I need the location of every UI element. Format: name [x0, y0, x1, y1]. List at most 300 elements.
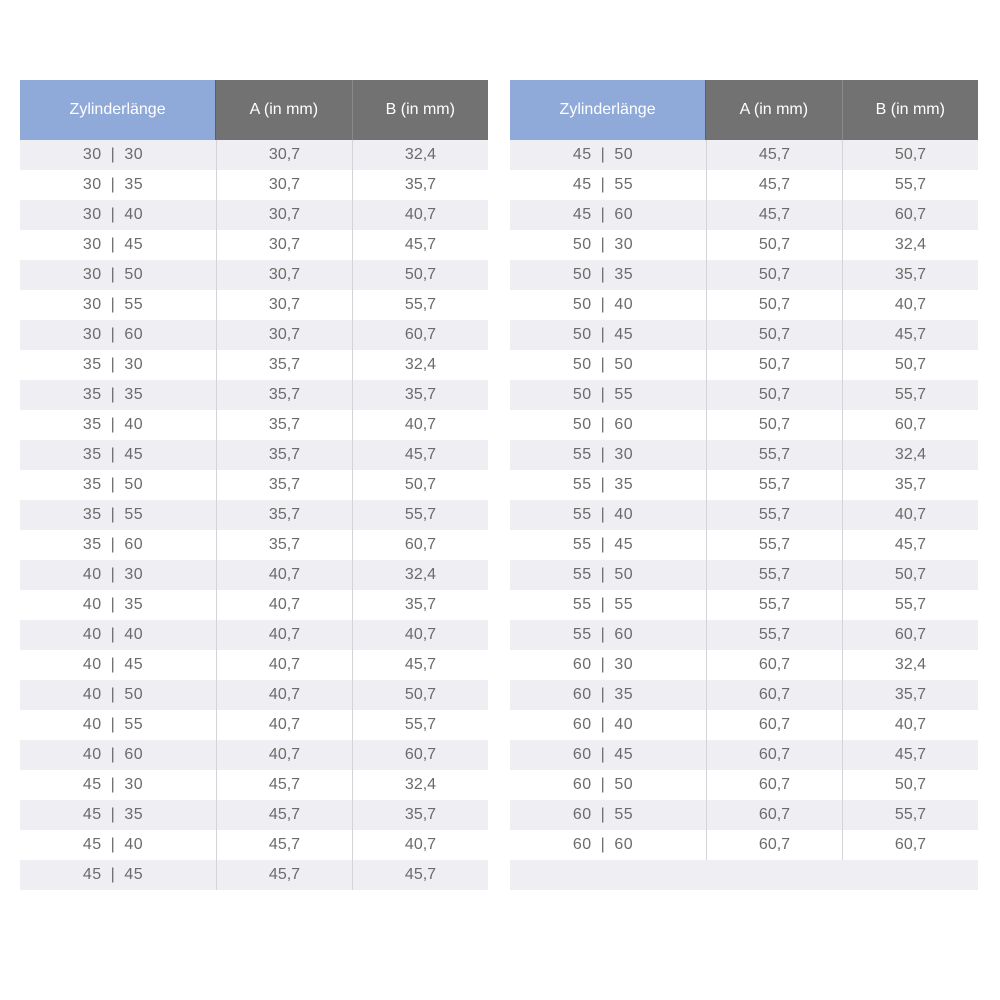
cell-a: 40,7	[216, 590, 352, 620]
table-header	[20, 80, 488, 140]
zylinderlaenge-value	[573, 356, 633, 374]
length-2: 35	[124, 806, 144, 823]
cell-a: 55,7	[706, 590, 842, 620]
table-row	[510, 740, 978, 770]
separator: |	[110, 596, 116, 613]
length-1: 30	[82, 326, 102, 343]
cell-b: 55,7	[352, 500, 488, 530]
length-1: 35	[82, 476, 102, 493]
length-2: 35	[124, 596, 144, 613]
zylinderlaenge-value	[83, 716, 143, 734]
length-2: 35	[614, 266, 634, 283]
table-row	[20, 230, 488, 260]
length-1: 45	[82, 776, 102, 793]
length-1: 35	[82, 386, 102, 403]
separator: |	[600, 416, 606, 433]
cell-b: 32,4	[352, 350, 488, 380]
cell-b: 32,4	[842, 440, 978, 470]
table-row	[20, 170, 488, 200]
length-1: 30	[82, 296, 102, 313]
cell-b: 55,7	[842, 170, 978, 200]
table-row	[510, 680, 978, 710]
length-1: 50	[572, 386, 592, 403]
length-2: 55	[614, 386, 634, 403]
cell-b: 55,7	[352, 290, 488, 320]
table-row	[20, 650, 488, 680]
length-2: 50	[614, 566, 634, 583]
separator: |	[600, 176, 606, 193]
length-1: 30	[82, 146, 102, 163]
table-row	[510, 140, 978, 170]
cell-b: 32,4	[352, 140, 488, 170]
cell-zylinderlaenge	[510, 650, 706, 680]
separator: |	[110, 296, 116, 313]
separator: |	[110, 476, 116, 493]
header-a: A (in mm)	[215, 80, 351, 140]
table-row	[20, 260, 488, 290]
zylinderlaenge-value	[83, 416, 143, 434]
length-1: 35	[82, 536, 102, 553]
cell-a: 40,7	[216, 650, 352, 680]
cell-a: 50,7	[706, 380, 842, 410]
cell-b: 60,7	[842, 620, 978, 650]
dimension-table-right	[510, 80, 978, 890]
table-row	[20, 590, 488, 620]
length-2: 60	[124, 326, 144, 343]
length-2: 40	[124, 626, 144, 643]
table-row	[510, 500, 978, 530]
cell-b: 32,4	[842, 650, 978, 680]
length-1: 50	[572, 236, 592, 253]
cell-zylinderlaenge	[20, 230, 216, 260]
cell-a: 60,7	[706, 650, 842, 680]
cell-a: 45,7	[216, 830, 352, 860]
length-2: 60	[124, 536, 144, 553]
length-1: 60	[572, 836, 592, 853]
cell-a: 30,7	[216, 200, 352, 230]
separator: |	[600, 266, 606, 283]
length-2: 45	[124, 446, 144, 463]
separator: |	[600, 476, 606, 493]
length-2: 35	[614, 686, 634, 703]
cell-a: 35,7	[216, 350, 352, 380]
cell-b: 55,7	[842, 590, 978, 620]
zylinderlaenge-value	[573, 476, 633, 494]
table-row	[20, 500, 488, 530]
zylinderlaenge-value	[83, 236, 143, 254]
zylinderlaenge-value	[573, 806, 633, 824]
dimension-table-left	[20, 80, 488, 890]
separator: |	[600, 686, 606, 703]
table-row	[510, 830, 978, 860]
length-1: 45	[572, 206, 592, 223]
length-1: 60	[572, 686, 592, 703]
separator: |	[110, 656, 116, 673]
cell-zylinderlaenge	[510, 170, 706, 200]
length-1: 55	[572, 476, 592, 493]
length-1: 45	[572, 146, 592, 163]
table-row	[20, 740, 488, 770]
cell-a: 30,7	[216, 170, 352, 200]
length-1: 40	[82, 746, 102, 763]
zylinderlaenge-value	[573, 566, 633, 584]
cell-a: 60,7	[706, 680, 842, 710]
length-2: 50	[124, 266, 144, 283]
length-1: 45	[82, 806, 102, 823]
zylinderlaenge-value	[83, 506, 143, 524]
cell-a: 40,7	[216, 740, 352, 770]
cell-zylinderlaenge	[20, 440, 216, 470]
table-row	[510, 590, 978, 620]
table-row	[510, 350, 978, 380]
zylinderlaenge-value	[83, 806, 143, 824]
cell-zylinderlaenge	[20, 650, 216, 680]
table-row	[510, 170, 978, 200]
cell-b: 35,7	[352, 380, 488, 410]
zylinderlaenge-value	[83, 566, 143, 584]
cell-a: 50,7	[706, 260, 842, 290]
length-2: 30	[614, 236, 634, 253]
table-row	[20, 140, 488, 170]
header-b: B (in mm)	[352, 80, 488, 140]
cell-zylinderlaenge	[20, 410, 216, 440]
cell-a: 60,7	[706, 800, 842, 830]
cell-a: 40,7	[216, 680, 352, 710]
zylinderlaenge-value	[83, 596, 143, 614]
zylinderlaenge-value	[83, 656, 143, 674]
table-row	[20, 350, 488, 380]
separator: |	[600, 776, 606, 793]
cell-zylinderlaenge	[20, 710, 216, 740]
cell-a: 55,7	[706, 530, 842, 560]
cell-b: 55,7	[352, 710, 488, 740]
length-2: 35	[124, 386, 144, 403]
cell-zylinderlaenge	[20, 260, 216, 290]
zylinderlaenge-value	[573, 146, 633, 164]
length-1: 60	[572, 746, 592, 763]
cell-zylinderlaenge	[20, 830, 216, 860]
table-row	[510, 470, 978, 500]
length-1: 45	[82, 866, 102, 883]
length-2: 30	[124, 146, 144, 163]
cell-zylinderlaenge	[20, 140, 216, 170]
cell-b: 40,7	[842, 710, 978, 740]
cell-a: 50,7	[706, 350, 842, 380]
separator: |	[600, 206, 606, 223]
separator: |	[600, 566, 606, 583]
cell-a: 40,7	[216, 620, 352, 650]
length-1: 30	[82, 266, 102, 283]
length-2: 30	[614, 656, 634, 673]
cell-zylinderlaenge	[20, 350, 216, 380]
separator: |	[600, 596, 606, 613]
table-row	[510, 230, 978, 260]
cell-b: 35,7	[352, 800, 488, 830]
separator: |	[110, 626, 116, 643]
empty-row	[510, 860, 978, 890]
zylinderlaenge-value	[573, 536, 633, 554]
cell-zylinderlaenge	[510, 560, 706, 590]
cell-zylinderlaenge	[510, 470, 706, 500]
cell-b: 32,4	[352, 560, 488, 590]
zylinderlaenge-value	[573, 686, 633, 704]
length-1: 30	[82, 176, 102, 193]
length-1: 35	[82, 446, 102, 463]
separator: |	[110, 176, 116, 193]
cell-b: 60,7	[842, 830, 978, 860]
header-a: A (in mm)	[705, 80, 841, 140]
length-2: 50	[614, 776, 634, 793]
table-row	[20, 320, 488, 350]
table-row	[510, 770, 978, 800]
cell-a: 50,7	[706, 410, 842, 440]
separator: |	[600, 806, 606, 823]
zylinderlaenge-value	[83, 866, 143, 884]
separator: |	[600, 236, 606, 253]
cell-zylinderlaenge	[20, 320, 216, 350]
table-row	[20, 290, 488, 320]
length-2: 50	[614, 356, 634, 373]
cell-zylinderlaenge	[20, 170, 216, 200]
length-1: 55	[572, 566, 592, 583]
separator: |	[600, 536, 606, 553]
separator: |	[110, 386, 116, 403]
length-2: 60	[614, 416, 634, 433]
length-2: 30	[124, 776, 144, 793]
table-row	[20, 770, 488, 800]
zylinderlaenge-value	[83, 446, 143, 464]
table-row	[20, 680, 488, 710]
length-1: 40	[82, 716, 102, 733]
cell-zylinderlaenge	[510, 140, 706, 170]
length-1: 40	[82, 656, 102, 673]
cell-zylinderlaenge	[20, 590, 216, 620]
length-1: 30	[82, 236, 102, 253]
separator: |	[600, 326, 606, 343]
zylinderlaenge-value	[83, 626, 143, 644]
length-1: 35	[82, 356, 102, 373]
cell-b: 50,7	[842, 140, 978, 170]
cell-b: 45,7	[352, 860, 488, 890]
table-row	[20, 200, 488, 230]
length-2: 40	[124, 416, 144, 433]
cell-zylinderlaenge	[20, 860, 216, 890]
cell-zylinderlaenge	[510, 770, 706, 800]
table-row	[510, 440, 978, 470]
length-1: 60	[572, 716, 592, 733]
table-row	[510, 530, 978, 560]
cell-a: 55,7	[706, 620, 842, 650]
table-header	[510, 80, 978, 140]
length-2: 45	[614, 746, 634, 763]
cell-zylinderlaenge	[20, 680, 216, 710]
cell-a: 50,7	[706, 230, 842, 260]
length-1: 55	[572, 626, 592, 643]
table-row	[510, 710, 978, 740]
length-1: 35	[82, 416, 102, 433]
cell-zylinderlaenge	[20, 290, 216, 320]
cell-a: 50,7	[706, 320, 842, 350]
cell-a: 55,7	[706, 500, 842, 530]
length-2: 50	[124, 476, 144, 493]
length-1: 45	[82, 836, 102, 853]
cell-a: 35,7	[216, 470, 352, 500]
cell-a: 35,7	[216, 440, 352, 470]
cell-a: 45,7	[706, 140, 842, 170]
cell-b: 35,7	[352, 590, 488, 620]
separator: |	[600, 656, 606, 673]
length-2: 35	[124, 176, 144, 193]
zylinderlaenge-value	[573, 626, 633, 644]
cell-zylinderlaenge	[510, 200, 706, 230]
cell-b: 50,7	[352, 680, 488, 710]
cell-zylinderlaenge	[20, 530, 216, 560]
cell-b: 40,7	[352, 200, 488, 230]
separator: |	[600, 446, 606, 463]
length-1: 35	[82, 506, 102, 523]
header-zylinderlaenge: Zylinderlänge	[20, 80, 215, 140]
length-2: 45	[614, 536, 634, 553]
cell-zylinderlaenge	[20, 200, 216, 230]
cell-a: 45,7	[216, 800, 352, 830]
separator: |	[110, 266, 116, 283]
length-1: 40	[82, 566, 102, 583]
separator: |	[110, 236, 116, 253]
cell-b: 45,7	[352, 650, 488, 680]
cell-b: 45,7	[842, 320, 978, 350]
separator: |	[110, 686, 116, 703]
separator: |	[600, 386, 606, 403]
cell-b: 40,7	[352, 410, 488, 440]
cell-zylinderlaenge	[510, 440, 706, 470]
table-body	[510, 140, 978, 860]
cell-zylinderlaenge	[20, 620, 216, 650]
header-zylinderlaenge: Zylinderlänge	[510, 80, 705, 140]
separator: |	[110, 566, 116, 583]
length-2: 30	[614, 446, 634, 463]
cell-zylinderlaenge	[510, 380, 706, 410]
cell-b: 50,7	[842, 770, 978, 800]
separator: |	[600, 356, 606, 373]
length-1: 45	[572, 176, 592, 193]
length-1: 55	[572, 506, 592, 523]
separator: |	[110, 326, 116, 343]
separator: |	[110, 866, 116, 883]
zylinderlaenge-value	[573, 746, 633, 764]
cell-zylinderlaenge	[510, 740, 706, 770]
length-1: 60	[572, 656, 592, 673]
length-1: 60	[572, 776, 592, 793]
cell-a: 35,7	[216, 530, 352, 560]
cell-a: 55,7	[706, 560, 842, 590]
length-2: 40	[124, 206, 144, 223]
cell-zylinderlaenge	[510, 620, 706, 650]
zylinderlaenge-value	[573, 176, 633, 194]
cell-a: 35,7	[216, 410, 352, 440]
separator: |	[600, 746, 606, 763]
cell-zylinderlaenge	[20, 770, 216, 800]
cell-b: 35,7	[842, 680, 978, 710]
length-1: 40	[82, 686, 102, 703]
table-row	[510, 800, 978, 830]
zylinderlaenge-value	[573, 506, 633, 524]
zylinderlaenge-value	[573, 236, 633, 254]
length-2: 60	[614, 626, 634, 643]
zylinderlaenge-value	[83, 836, 143, 854]
separator: |	[600, 716, 606, 733]
cell-zylinderlaenge	[20, 470, 216, 500]
zylinderlaenge-value	[83, 476, 143, 494]
separator: |	[110, 416, 116, 433]
cell-b: 60,7	[352, 530, 488, 560]
zylinderlaenge-value	[573, 836, 633, 854]
separator: |	[110, 506, 116, 523]
cell-zylinderlaenge	[510, 500, 706, 530]
length-2: 35	[614, 476, 634, 493]
cell-b: 35,7	[842, 470, 978, 500]
cell-zylinderlaenge	[510, 800, 706, 830]
length-1: 55	[572, 536, 592, 553]
table-row	[510, 260, 978, 290]
separator: |	[110, 776, 116, 793]
separator: |	[110, 836, 116, 853]
cell-b: 45,7	[842, 740, 978, 770]
table-body	[20, 140, 488, 890]
zylinderlaenge-value	[83, 536, 143, 554]
separator: |	[110, 536, 116, 553]
table-row	[510, 620, 978, 650]
cell-b: 55,7	[842, 380, 978, 410]
length-2: 40	[614, 296, 634, 313]
table-row	[510, 290, 978, 320]
table-row	[20, 440, 488, 470]
length-2: 60	[614, 836, 634, 853]
cell-a: 50,7	[706, 290, 842, 320]
cell-b: 60,7	[352, 740, 488, 770]
cell-a: 30,7	[216, 290, 352, 320]
table-row	[510, 650, 978, 680]
zylinderlaenge-value	[573, 776, 633, 794]
length-2: 55	[614, 806, 634, 823]
table-row	[510, 320, 978, 350]
separator: |	[110, 746, 116, 763]
header-b: B (in mm)	[842, 80, 978, 140]
cell-zylinderlaenge	[510, 590, 706, 620]
length-1: 40	[82, 626, 102, 643]
length-2: 45	[124, 866, 144, 883]
cell-a: 60,7	[706, 770, 842, 800]
zylinderlaenge-value	[573, 596, 633, 614]
zylinderlaenge-value	[573, 446, 633, 464]
cell-a: 30,7	[216, 260, 352, 290]
cell-a: 30,7	[216, 140, 352, 170]
zylinderlaenge-value	[83, 746, 143, 764]
length-2: 60	[614, 206, 634, 223]
length-2: 55	[614, 596, 634, 613]
length-1: 50	[572, 296, 592, 313]
length-1: 60	[572, 806, 592, 823]
length-1: 50	[572, 356, 592, 373]
separator: |	[600, 836, 606, 853]
zylinderlaenge-value	[573, 296, 633, 314]
cell-b: 60,7	[842, 410, 978, 440]
cell-zylinderlaenge	[510, 680, 706, 710]
cell-zylinderlaenge	[510, 260, 706, 290]
table-row	[20, 560, 488, 590]
table-row	[510, 410, 978, 440]
zylinderlaenge-value	[83, 326, 143, 344]
length-2: 30	[124, 356, 144, 373]
